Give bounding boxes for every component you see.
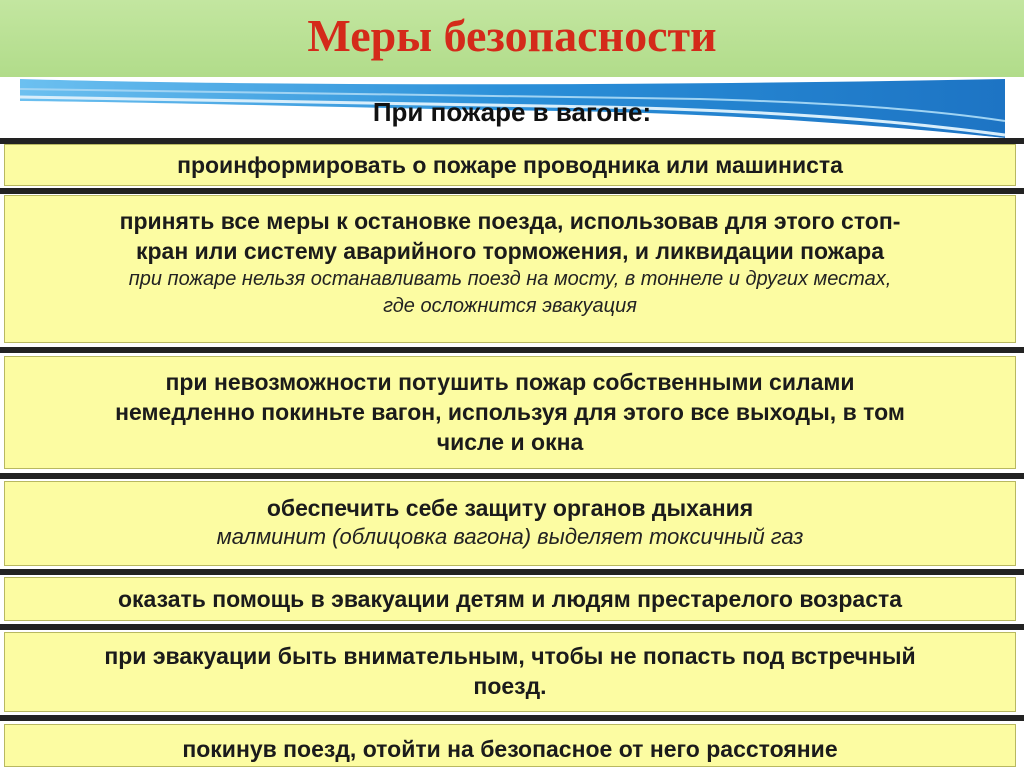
item-text: принять все меры к остановке поезда, использовав для этого стоп- xyxy=(119,208,901,234)
divider xyxy=(0,715,1024,721)
item-text: при невозможности потушить пожар собственными силами xyxy=(165,369,855,395)
list-item xyxy=(4,724,1016,767)
item-text: поезд. xyxy=(473,673,547,699)
item-text: покинув поезд, отойти на безопасное от него расстояние xyxy=(182,736,838,762)
slide-title: Меры безопасности xyxy=(307,10,717,61)
list-item xyxy=(4,144,1016,186)
title-bar xyxy=(0,0,1024,77)
list-item xyxy=(4,481,1016,566)
subtitle-band xyxy=(0,77,1024,138)
item-text: при эвакуации быть внимательным, чтобы не попасть под встречный xyxy=(104,643,916,669)
item-text: числе и окна xyxy=(436,429,584,455)
divider xyxy=(0,188,1024,194)
divider xyxy=(0,473,1024,479)
item-text: оказать помощь в эвакуации детям и людям престарелого возраста xyxy=(117,586,903,612)
list-item xyxy=(4,577,1016,621)
subtitle: При пожаре в вагоне: xyxy=(372,97,652,127)
item-note: при пожаре нельзя останавливать поезд на мосту, в тоннеле и других местах, xyxy=(128,268,892,290)
divider xyxy=(0,569,1024,575)
item-text: обеспечить себе защиту органов дыхания xyxy=(266,495,754,521)
divider xyxy=(0,624,1024,630)
item-note: где осложнится эвакуация xyxy=(383,295,637,317)
divider xyxy=(0,347,1024,353)
list-item xyxy=(4,195,1016,343)
item-text: кран или систему аварийного торможения, и ликвидации пожара xyxy=(135,238,885,264)
list-item xyxy=(4,632,1016,712)
item-text: проинформировать о пожаре проводника или машиниста xyxy=(177,152,843,178)
item-note: малминит (облицовка вагона) выделяет токсичный газ xyxy=(216,524,804,549)
list-item xyxy=(4,356,1016,469)
item-text: немедленно покиньте вагон, используя для этого все выходы, в том xyxy=(115,399,905,425)
